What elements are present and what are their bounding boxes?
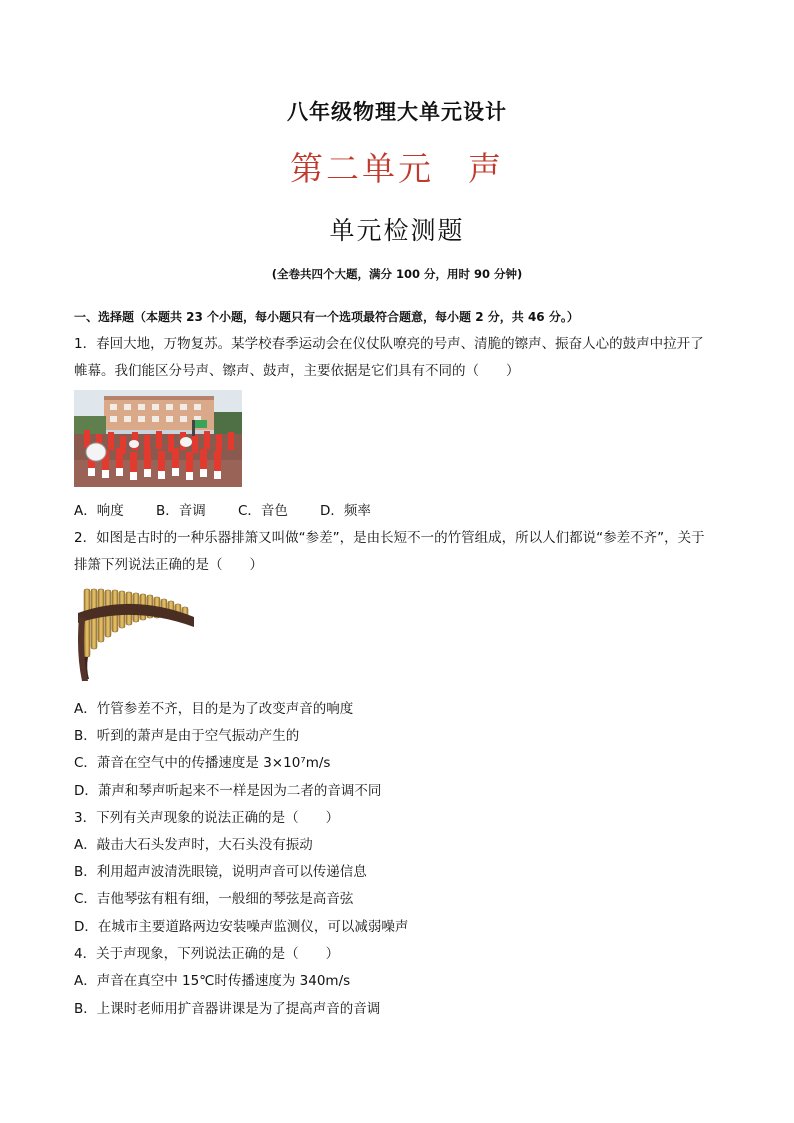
q2-stem-line1: 2．如图是古时的一种乐器排箫又叫做“参差”，是由长短不一的竹管组成，所以人们都说“参差不齐”，关于 [74, 530, 705, 546]
document-title: 八年级物理大单元设计 [287, 100, 507, 124]
q3-stem: 3．下列有关声现象的说法正确的是（ ） [74, 810, 340, 826]
q1-option-b: B．音调 [156, 503, 206, 519]
q3-option-a: A．敲击大石头发声时，大石头没有振动 [74, 837, 313, 853]
q2-option-c: C．萧音在空气中的传播速度是 3×10⁷m/s [74, 755, 331, 771]
unit-number: 第二单元 [290, 149, 434, 188]
q1-option-c: C．音色 [238, 503, 288, 519]
unit-heading [0, 143, 794, 190]
unit-topic: 声 [468, 149, 504, 188]
q3-option-b: B．利用超声波清洗眼镜，说明声音可以传递信息 [74, 864, 367, 880]
q1-option-d: D．频率 [320, 503, 371, 519]
pan-flute-photo [74, 583, 198, 685]
section-heading: 一、选择题（本题共 23 个小题，每小题只有一个选项最符合题意，每小题 2 分，共 46 分。） [74, 310, 579, 324]
q4-option-b: B．上课时老师用扩音器讲课是为了提高声音的音调 [74, 1001, 381, 1017]
q2-stem-line2: 排箫下列说法正确的是（ ） [74, 557, 263, 573]
exam-note: (全卷共四个大题，满分 100 分，用时 90 分钟) [271, 267, 523, 281]
q2-option-d: D．萧声和琴声听起来不一样是因为二者的音调不同 [74, 783, 382, 799]
q1-stem-line2: 帷幕。我们能区分号声、镲声、鼓声，主要依据是它们具有不同的（ ） [74, 363, 520, 379]
q4-stem: 4．关于声现象，下列说法正确的是（ ） [74, 946, 340, 962]
q1-stem-line1: 1．春回大地，万物复苏。某学校春季运动会在仪仗队嘹亮的号声、清脆的镲声、振奋人心的鼓声中拉开了 [74, 336, 704, 352]
q3-option-c: C．吉他琴弦有粗有细，一般细的琴弦是高音弦 [74, 891, 354, 907]
q4-option-a: A．声音在真空中 15℃时传播速度为 340m/s [74, 973, 351, 989]
q2-option-b: B．听到的萧声是由于空气振动产生的 [74, 728, 300, 744]
document-subtitle: 单元检测题 [329, 216, 465, 245]
q1-option-a: A．响度 [74, 503, 124, 519]
q3-option-d: D．在城市主要道路两边安装噪声监测仪，可以减弱噪声 [74, 919, 409, 935]
marching-band-photo [74, 390, 242, 487]
q1-options [74, 502, 371, 520]
q2-option-a: A．竹管参差不齐，目的是为了改变声音的响度 [74, 701, 354, 717]
